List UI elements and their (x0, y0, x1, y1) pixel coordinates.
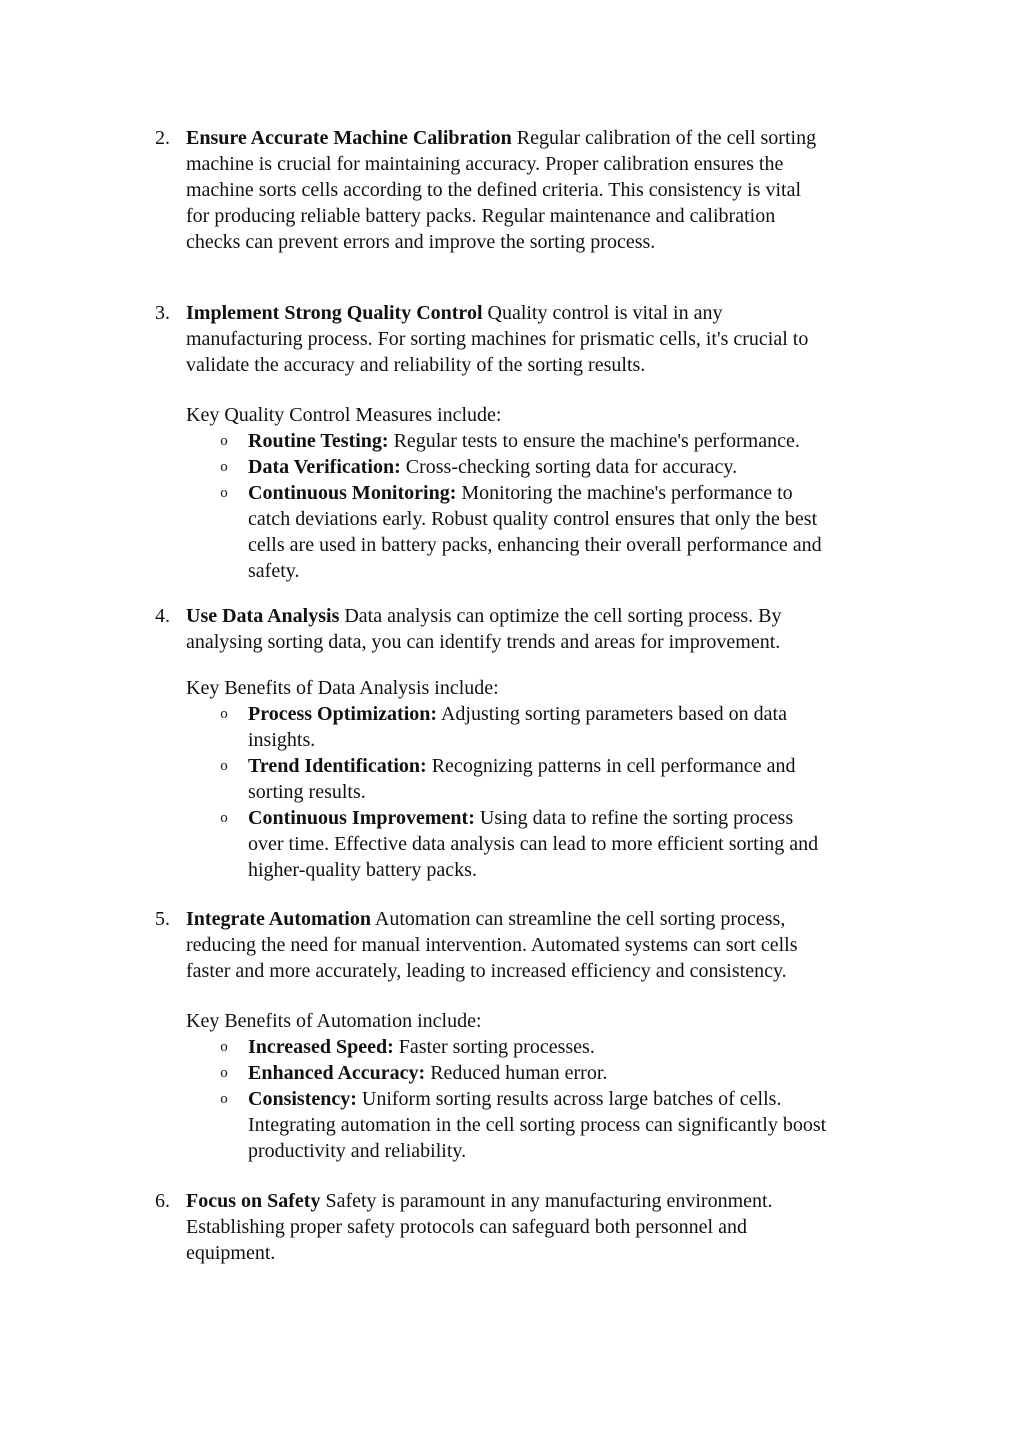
text-line: Increased Speed: Faster sorting processes. (248, 1036, 595, 1058)
text-line: machine is crucial for maintaining accuracy. Proper calibration ensures the (186, 153, 784, 175)
sub-intro: Key Benefits of Data Analysis include: (186, 677, 499, 699)
bullet-item (220, 1086, 906, 1164)
text-line: Routine Testing: Regular tests to ensure the machine's performance. (248, 430, 800, 452)
text-line: manufacturing process. For sorting machines for prismatic cells, it's crucial to (186, 328, 809, 350)
text-line: machine sorts cells according to the defined criteria. This consistency is vital (186, 179, 801, 201)
bullet-marker: o (220, 485, 228, 501)
bullet-item (220, 1034, 906, 1060)
bullet-item (220, 1060, 906, 1086)
text-line: Consistency: Uniform sorting results across large batches of cells. (248, 1088, 782, 1110)
text-line: Trend Identification: Recognizing patterns in cell performance and (248, 755, 796, 777)
text-line: reducing the need for manual intervention. Automated systems can sort cells (186, 934, 798, 956)
text-line: validate the accuracy and reliability of the sorting results. (186, 354, 646, 376)
bullet-item (220, 428, 906, 454)
list-item-body (186, 906, 906, 1164)
text-line: insights. (248, 729, 316, 751)
text-line: equipment. (186, 1242, 276, 1264)
text-line: Continuous Monitoring: Monitoring the machine's performance to (248, 482, 793, 504)
item-title: Use Data Analysis (186, 605, 340, 627)
text-line: Continuous Improvement: Using data to refine the sorting process (248, 807, 794, 829)
list-item-body (186, 1188, 906, 1266)
text-line: sorting results. (248, 781, 366, 803)
bullet-item (220, 480, 906, 584)
text-line: Use Data Analysis Data analysis can optimize the cell sorting process. By (186, 605, 782, 627)
text-line: Establishing proper safety protocols can safeguard both personnel and (186, 1216, 747, 1238)
text-line: checks can prevent errors and improve the sorting process. (186, 231, 656, 253)
text-line: Ensure Accurate Machine Calibration Regular calibration of the cell sorting (186, 127, 817, 149)
sub-intro: Key Benefits of Automation include: (186, 1010, 482, 1032)
bullet-item (220, 753, 906, 805)
list-item-body (186, 300, 906, 584)
bullet-marker: o (220, 810, 228, 826)
bullet-marker: o (220, 706, 228, 722)
sub-intro: Key Quality Control Measures include: (186, 404, 502, 426)
text-line: Integrating automation in the cell sorting process can significantly boost (248, 1114, 827, 1136)
text-line: Integrate Automation Automation can streamline the cell sorting process, (186, 908, 786, 930)
text-line: Focus on Safety Safety is paramount in any manufacturing environment. (186, 1190, 773, 1212)
text-line: Implement Strong Quality Control Quality control is vital in any (186, 302, 723, 324)
list-number: 5. (155, 908, 170, 930)
text-line: safety. (248, 560, 300, 582)
bullet-marker: o (220, 459, 228, 475)
item-title: Implement Strong Quality Control (186, 302, 483, 324)
bullet-marker: o (220, 1039, 228, 1055)
text-line: Data Verification: Cross-checking sorting data for accuracy. (248, 456, 738, 478)
list-item-body (186, 603, 906, 883)
text-line: faster and more accurately, leading to increased efficiency and consistency. (186, 960, 787, 982)
bullet-marker: o (220, 758, 228, 774)
bullet-item (220, 805, 906, 883)
text-line: productivity and reliability. (248, 1140, 467, 1162)
text-line: higher-quality battery packs. (248, 859, 477, 881)
text-line: Process Optimization: Adjusting sorting parameters based on data (248, 703, 787, 725)
item-title: Integrate Automation (186, 908, 371, 930)
bullet-item (220, 454, 906, 480)
list-number: 3. (155, 302, 170, 324)
text-line: catch deviations early. Robust quality control ensures that only the best (248, 508, 818, 530)
bullet-marker: o (220, 433, 228, 449)
list-item-body (186, 125, 906, 255)
list-number: 6. (155, 1190, 170, 1212)
list-number: 4. (155, 605, 170, 627)
bullet-marker: o (220, 1091, 228, 1107)
text-line: Enhanced Accuracy: Reduced human error. (248, 1062, 608, 1084)
text-line: cells are used in battery packs, enhancing their overall performance and (248, 534, 822, 556)
bullet-item (220, 701, 906, 753)
item-title: Focus on Safety (186, 1190, 321, 1212)
bullet-marker: o (220, 1065, 228, 1081)
text-line: over time. Effective data analysis can lead to more efficient sorting and (248, 833, 819, 855)
item-title: Ensure Accurate Machine Calibration (186, 127, 512, 149)
list-number: 2. (155, 127, 170, 149)
text-line: analysing sorting data, you can identify trends and areas for improvement. (186, 631, 781, 653)
text-line: for producing reliable battery packs. Regular maintenance and calibration (186, 205, 776, 227)
